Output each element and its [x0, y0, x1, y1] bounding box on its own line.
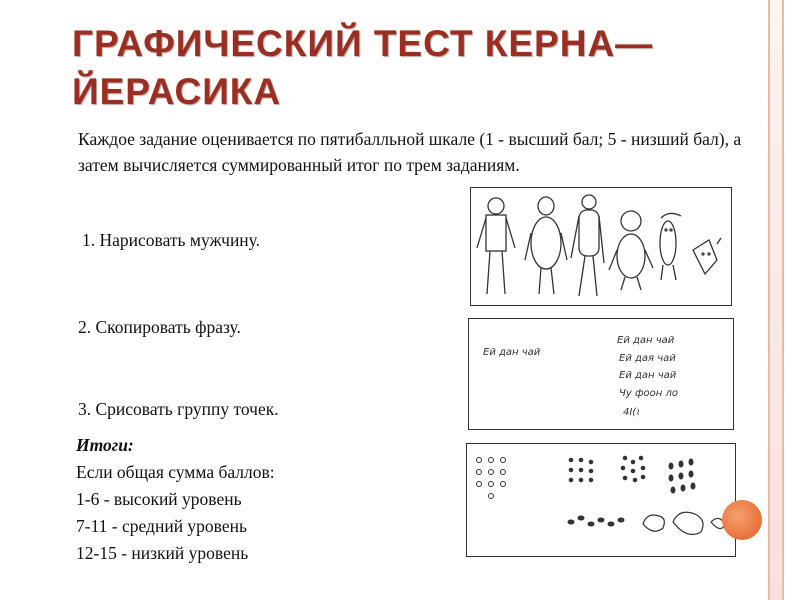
phrase-sample-right: Ей дая чай	[619, 353, 676, 364]
phrase-copy-illustration	[468, 318, 734, 430]
level-low: 12-15 - низкий уровень	[76, 543, 249, 563]
decorative-border-strip	[770, 0, 782, 600]
results-block	[76, 432, 275, 567]
task-copy-dots: 3. Срисовать группу точек.	[78, 399, 279, 419]
decorative-border-line	[782, 0, 784, 600]
level-medium: 7-11 - средний уровень	[76, 516, 247, 536]
decorative-orange-circle	[722, 500, 762, 540]
phrase-sample-right: 4І(≀	[623, 407, 640, 418]
results-lead: Если общая сумма баллов:	[76, 462, 275, 482]
task-draw-man: 1. Нарисовать мужчину.	[82, 230, 261, 250]
phrase-sample-right: Ей дан чай	[619, 370, 677, 381]
dot-patterns-illustration	[466, 443, 736, 557]
page-title: ГРАФИЧЕСКИЙ ТЕСТ КЕРНА—ЙЕРАСИКА	[72, 23, 654, 112]
human-figures-illustration	[470, 187, 732, 306]
phrase-sample-right: Ей дан чай	[617, 335, 675, 346]
intro-text: Каждое задание оценивается по пятибалльной шкале (1 - высший бал; 5 - низший бал), а затем вычисляется суммированный итог по трем заданиям.	[78, 129, 742, 175]
decorative-border-line	[768, 0, 770, 600]
phrase-sample-right: Чу фоон ло	[619, 388, 678, 399]
level-high: 1-6 - высокий уровень	[76, 489, 242, 509]
phrase-sample-left: Ей дан чай	[483, 347, 541, 358]
results-heading: Итоги:	[76, 435, 134, 455]
task-copy-phrase: 2. Скопировать фразу.	[78, 317, 241, 337]
